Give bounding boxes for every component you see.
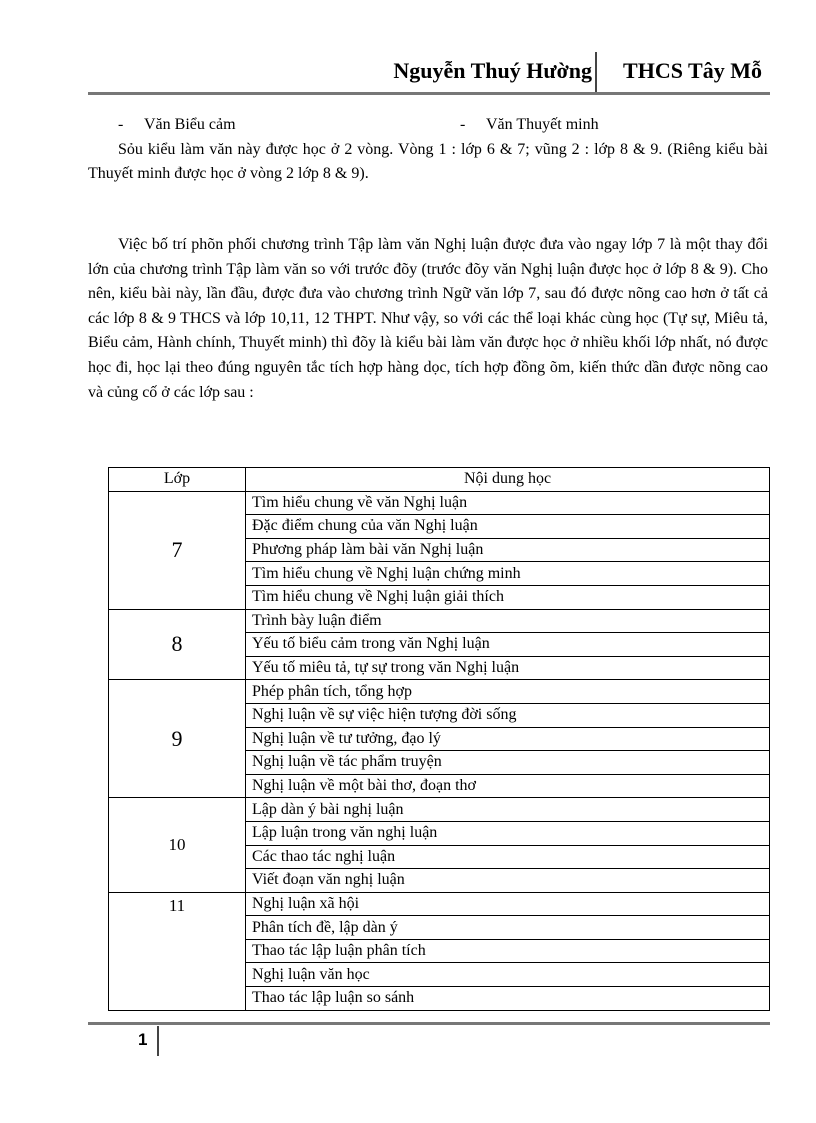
footer-rule [88, 1022, 770, 1025]
bullet-dash: - [460, 116, 466, 133]
content-cell: Viết đoạn văn nghị luận [246, 869, 770, 893]
grade-cell: 11 [109, 892, 246, 1010]
header-divider [595, 52, 597, 92]
content-cell: Nghị luận về tư tưởng, đạo lý [246, 727, 770, 751]
content-cell: Đặc điểm chung của văn Nghị luận [246, 515, 770, 539]
paragraph-rounds: Sỏu kiểu làm văn này được học ở 2 vòng. Vòng 1 : lớp 6 & 7; vũng 2 : lớp 8 & 9. (Riêng kiểu bài Thuyết minh được học ở vòng 2 lớp 8 & 9). [88, 141, 768, 182]
table-row [109, 491, 770, 515]
page-header [88, 52, 770, 92]
content-cell: Tìm hiểu chung về Nghị luận chứng minh [246, 562, 770, 586]
column-header-content: Nội dung học [246, 468, 770, 492]
header-school: THCS Tây Mỗ [623, 58, 762, 83]
header-rule [88, 92, 770, 95]
content-cell: Nghị luận về sự việc hiện tượng đời sống [246, 703, 770, 727]
table-row [109, 609, 770, 633]
table-row [109, 680, 770, 704]
content-cell: Các thao tác nghị luận [246, 845, 770, 869]
content-cell: Lập luận trong văn nghị luận [246, 821, 770, 845]
content-cell: Nghị luận về một bài thơ, đoạn thơ [246, 774, 770, 798]
content-cell: Phương pháp làm bài văn Nghị luận [246, 538, 770, 562]
content-cell: Tìm hiểu chung về Nghị luận giải thích [246, 585, 770, 609]
content-cell: Yếu tố biểu cảm trong văn Nghị luận [246, 633, 770, 657]
bullet-list [118, 116, 768, 138]
table-row [109, 892, 770, 916]
table-header-row [109, 468, 770, 492]
column-header-grade: Lớp [109, 468, 246, 492]
content-cell: Lập dàn ý bài nghị luận [246, 798, 770, 822]
bullet-dash: - [118, 116, 124, 133]
content-cell: Trình bày luận điểm [246, 609, 770, 633]
paragraph-curriculum: Việc bố trí phõn phối chương trình Tập làm văn Nghị luận được đưa vào ngay lớp 7 là một thay đổi lớn của chương trình Tập làm văn so với trước đõy (trước đõy văn Nghị luận được học ở lớp 8 & 9). Cho nên, kiểu bài này, lần đầu, được đưa vào chương trình Ngữ văn lớp 7, sau đó được nõng cao hơn ở tất cả các lớp 8 & 9 THCS và lớp 10,11, 12 THPT. Như vậy, so với các thể loại khác cùng học (Tự sự, Miêu tả, Biểu cảm, Hành chính, Thuyết minh) thì đõy là kiểu bài làm văn được học ở nhiều khối lớp nhất, nó được học đi, học lại theo đúng nguyên tắc tích hợp hàng dọc, tích hợp đồng õm, kiến thức dần được nõng cao và củng cố ở các lớp sau : [88, 236, 768, 401]
content-cell: Yếu tố miêu tả, tự sự trong văn Nghị luận [246, 656, 770, 680]
bullet-item [118, 116, 236, 134]
bullet-item [460, 116, 599, 134]
content-cell: Nghị luận văn học [246, 963, 770, 987]
bullet-text: Văn Biểu cảm [144, 116, 236, 133]
content-cell: Tìm hiểu chung về văn Nghị luận [246, 491, 770, 515]
table-row [109, 798, 770, 822]
content-cell: Phân tích đề, lập dàn ý [246, 916, 770, 940]
grade-cell: 7 [109, 491, 246, 609]
content-cell: Thao tác lập luận phân tích [246, 939, 770, 963]
content-cell: Phép phân tích, tổng hợp [246, 680, 770, 704]
bullet-text: Văn Thuyết minh [486, 116, 599, 133]
header-author: Nguyễn Thuý Hường [393, 58, 592, 83]
grade-cell: 9 [109, 680, 246, 798]
content-cell: Thao tác lập luận so sánh [246, 987, 770, 1011]
page-number: 1 [138, 1030, 148, 1049]
curriculum-table [108, 467, 770, 1011]
content-cell: Nghị luận xã hội [246, 892, 770, 916]
footer-divider [157, 1026, 159, 1056]
content-cell: Nghị luận về tác phẩm truyện [246, 751, 770, 775]
grade-cell: 8 [109, 609, 246, 680]
grade-cell: 10 [109, 798, 246, 892]
